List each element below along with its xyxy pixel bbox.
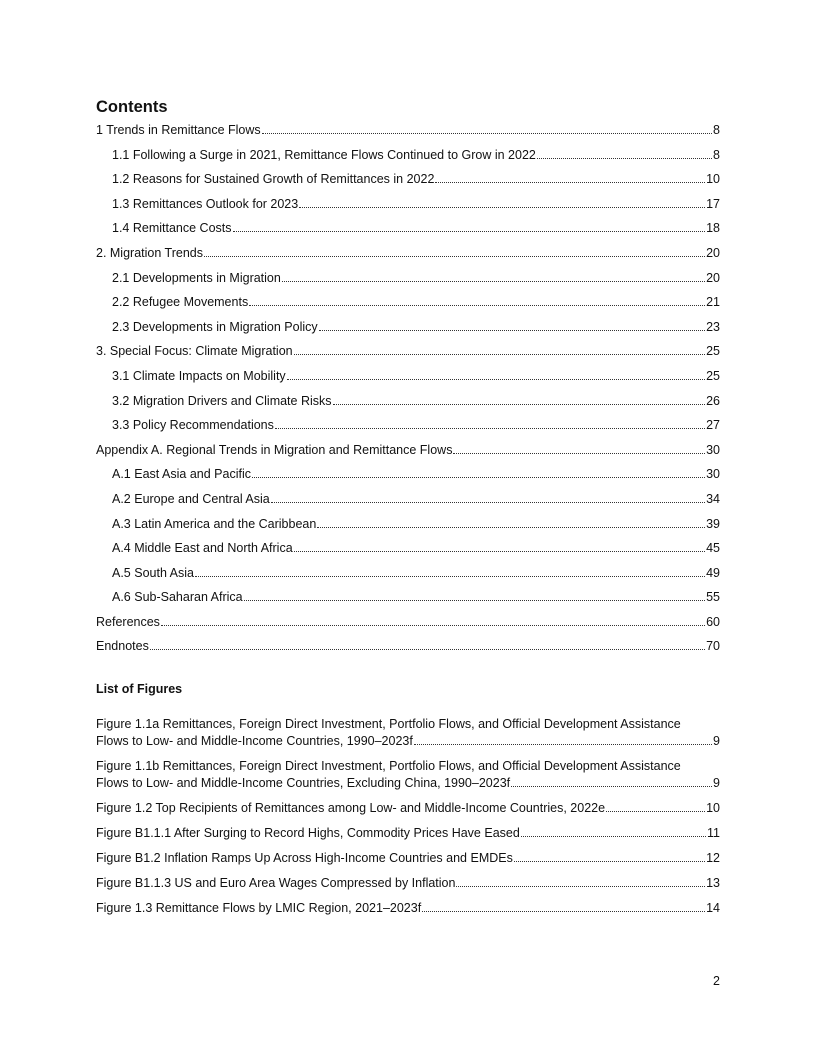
toc-entry-title: 2.3 Developments in Migration Policy: [112, 319, 318, 334]
toc-entry-page: 20: [706, 270, 720, 285]
figure-entry[interactable]: [96, 875, 720, 892]
toc-entry[interactable]: [96, 147, 720, 163]
toc-entry[interactable]: [96, 417, 720, 433]
toc-entry-page: 30: [706, 442, 720, 457]
toc-entry-title: A.1 East Asia and Pacific: [112, 467, 251, 482]
toc-entry[interactable]: [96, 565, 720, 581]
figure-entry[interactable]: [96, 825, 720, 842]
figure-entry-title: Figure 1.3 Remittance Flows by LMIC Region, 2021–2023f: [96, 901, 422, 916]
toc-entry-title: A.4 Middle East and North Africa: [112, 541, 293, 556]
figure-entry-title: Flows to Low- and Middle-Income Countries, Excluding China, 1990–2023f: [96, 775, 511, 790]
figure-entry-title-line1: Figure 1.1a Remittances, Foreign Direct Investment, Portfolio Flows, and Official Development Assistance: [96, 717, 681, 732]
toc-entry-page: 17: [706, 196, 720, 211]
dot-leader: [244, 600, 705, 601]
toc-entry-page: 49: [706, 565, 720, 580]
toc-entry[interactable]: [96, 245, 720, 261]
dot-leader: [414, 744, 712, 745]
figure-entry-page: 9: [713, 775, 720, 790]
toc-entry-title: A.2 Europe and Central Asia: [112, 491, 270, 506]
toc-entry[interactable]: [96, 368, 720, 384]
dot-leader: [435, 182, 705, 183]
figure-entry[interactable]: [96, 850, 720, 867]
dot-leader: [249, 305, 705, 306]
toc-entry-title: 2. Migration Trends: [96, 245, 203, 260]
toc-entry[interactable]: [96, 319, 720, 335]
list-of-figures: [96, 716, 720, 916]
figure-entry[interactable]: [96, 758, 720, 791]
dot-leader: [150, 649, 705, 650]
dot-leader: [233, 231, 706, 232]
dot-leader: [282, 281, 705, 282]
toc-entry-page: 10: [706, 172, 720, 187]
figure-entry-title: Figure 1.2 Top Recipients of Remittances among Low- and Middle-Income Countries, 2022e: [96, 800, 606, 815]
toc-entry-page: 8: [713, 147, 720, 162]
dot-leader: [294, 551, 705, 552]
figure-entry-page: 14: [706, 901, 720, 916]
figure-entry[interactable]: [96, 716, 720, 749]
dot-leader: [287, 379, 705, 380]
dot-leader: [456, 886, 705, 887]
dot-leader: [262, 133, 712, 134]
toc-entry[interactable]: [96, 442, 720, 458]
dot-leader: [521, 836, 706, 837]
dot-leader: [514, 861, 705, 862]
toc-entry-page: 60: [706, 614, 720, 629]
toc-entry-page: 39: [706, 516, 720, 531]
toc-entry[interactable]: [96, 171, 720, 187]
toc-entry-title: 1.1 Following a Surge in 2021, Remittance Flows Continued to Grow in 2022: [112, 147, 536, 162]
dot-leader: [319, 330, 705, 331]
toc-entry-title: 3.2 Migration Drivers and Climate Risks: [112, 393, 332, 408]
dot-leader: [161, 625, 705, 626]
figure-entry-page: 12: [706, 850, 720, 865]
toc-entry-page: 26: [706, 393, 720, 408]
figure-entry[interactable]: [96, 900, 720, 917]
toc-entry-title: 1.2 Reasons for Sustained Growth of Remittances in 2022: [112, 172, 435, 187]
toc-entry-title: Appendix A. Regional Trends in Migration and Remittance Flows: [96, 442, 453, 457]
toc-entry[interactable]: [96, 466, 720, 482]
toc-entry-page: 23: [706, 319, 720, 334]
toc-entry[interactable]: [96, 220, 720, 236]
toc-entry[interactable]: [96, 270, 720, 286]
figure-entry-title: Figure B1.1.3 US and Euro Area Wages Compressed by Inflation: [96, 875, 456, 890]
table-of-contents: [96, 122, 720, 654]
dot-leader: [511, 786, 712, 787]
toc-entry-title: 2.1 Developments in Migration: [112, 270, 281, 285]
toc-entry-title: 3.3 Policy Recommendations: [112, 418, 274, 433]
dot-leader: [204, 256, 705, 257]
toc-entry-page: 55: [706, 590, 720, 605]
dot-leader: [252, 477, 705, 478]
toc-entry-page: 34: [706, 491, 720, 506]
toc-entry-title: A.3 Latin America and the Caribbean: [112, 516, 317, 531]
dot-leader: [294, 354, 705, 355]
toc-entry-title: 1.3 Remittances Outlook for 2023: [112, 196, 299, 211]
toc-entry-title: 1.4 Remittance Costs: [112, 221, 232, 236]
dot-leader: [453, 453, 705, 454]
toc-entry-page: 25: [706, 344, 720, 359]
toc-entry-page: 18: [706, 221, 720, 236]
toc-entry-page: 21: [706, 295, 720, 310]
toc-entry[interactable]: [96, 343, 720, 359]
figure-entry-title: Figure B1.1.1 After Surging to Record Highs, Commodity Prices Have Eased: [96, 825, 520, 840]
figure-entry-page: 13: [706, 875, 720, 890]
toc-entry-title: Endnotes: [96, 639, 149, 654]
toc-entry[interactable]: [96, 516, 720, 532]
dot-leader: [275, 428, 705, 429]
toc-entry-page: 70: [706, 639, 720, 654]
toc-entry[interactable]: [96, 393, 720, 409]
toc-entry-page: 30: [706, 467, 720, 482]
contents-heading: Contents: [96, 98, 168, 116]
page-number: 2: [713, 974, 720, 988]
toc-entry[interactable]: [96, 589, 720, 605]
figure-entry-page: 9: [713, 733, 720, 748]
toc-entry-page: 25: [706, 368, 720, 383]
toc-entry-title: A.6 Sub-Saharan Africa: [112, 590, 243, 605]
toc-entry[interactable]: [96, 122, 720, 138]
toc-entry[interactable]: [96, 491, 720, 507]
figure-entry[interactable]: [96, 800, 720, 817]
figure-entry-title: Flows to Low- and Middle-Income Countries, 1990–2023f: [96, 733, 413, 748]
dot-leader: [422, 911, 705, 912]
toc-entry-page: 20: [706, 245, 720, 260]
list-of-figures-heading: List of Figures: [96, 682, 183, 697]
toc-entry-title: 2.2 Refugee Movements: [112, 295, 249, 310]
dot-leader: [299, 207, 705, 208]
toc-entry-title: 3. Special Focus: Climate Migration: [96, 344, 293, 359]
dot-leader: [271, 502, 705, 503]
dot-leader: [333, 404, 706, 405]
dot-leader: [317, 527, 705, 528]
figure-entry-title-line1: Figure 1.1b Remittances, Foreign Direct Investment, Portfolio Flows, and Official Development Assistance: [96, 759, 681, 774]
figure-entry-page: 10: [706, 800, 720, 815]
toc-entry[interactable]: [96, 196, 720, 212]
figure-entry-title: Figure B1.2 Inflation Ramps Up Across High-Income Countries and EMDEs: [96, 850, 513, 865]
toc-entry-page: 45: [706, 541, 720, 556]
toc-entry[interactable]: [96, 540, 720, 556]
toc-entry-page: 27: [706, 418, 720, 433]
dot-leader: [537, 158, 712, 159]
toc-entry[interactable]: [96, 638, 720, 654]
toc-entry-title: A.5 South Asia: [112, 565, 195, 580]
toc-entry-page: 8: [713, 123, 720, 137]
toc-entry-title: References: [96, 614, 160, 629]
toc-entry[interactable]: [96, 294, 720, 310]
figure-entry-page: 11: [707, 825, 720, 840]
dot-leader: [195, 576, 705, 577]
dot-leader: [606, 811, 705, 812]
document-page: [96, 96, 720, 925]
toc-entry[interactable]: [96, 614, 720, 630]
toc-entry-title: 1 Trends in Remittance Flows: [96, 123, 261, 137]
toc-entry-title: 3.1 Climate Impacts on Mobility: [112, 368, 286, 383]
